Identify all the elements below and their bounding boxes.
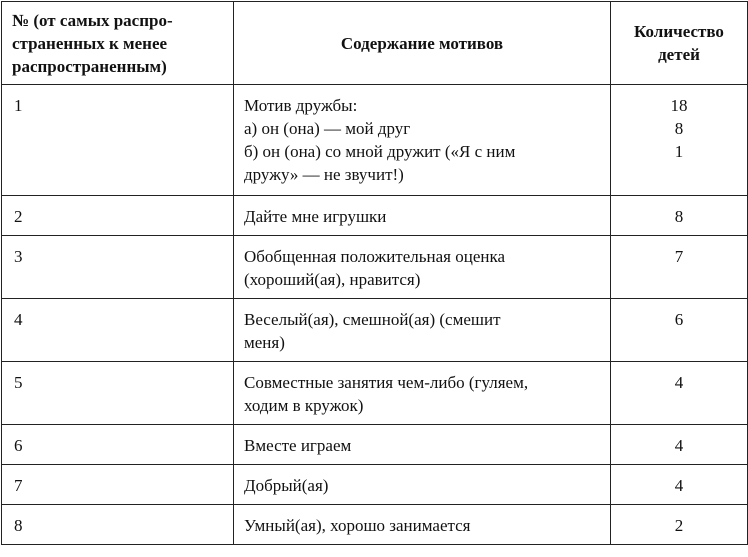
count-value: 8 bbox=[674, 119, 684, 138]
row-count bbox=[611, 465, 748, 505]
row-number: 7 bbox=[2, 465, 234, 505]
row-number: 1 bbox=[2, 85, 234, 196]
count-value: 8 bbox=[674, 207, 684, 226]
row-content bbox=[234, 425, 611, 465]
content-line: Умный(ая), хорошо занимается bbox=[244, 516, 471, 535]
header-number-line: распространенным) bbox=[12, 56, 167, 76]
row-number: 3 bbox=[2, 236, 234, 299]
row-count bbox=[611, 85, 748, 196]
row-content bbox=[234, 236, 611, 299]
header-row bbox=[2, 2, 748, 85]
count-value: 4 bbox=[674, 373, 684, 392]
row-count bbox=[611, 236, 748, 299]
row-number: 2 bbox=[2, 196, 234, 236]
motives-table bbox=[1, 1, 748, 545]
content-line: меня) bbox=[244, 333, 285, 352]
content-line: Дайте мне игрушки bbox=[244, 207, 387, 226]
row-number: 8 bbox=[2, 505, 234, 545]
content-line: Добрый(ая) bbox=[244, 476, 329, 495]
row-count bbox=[611, 196, 748, 236]
header-number-line: страненных к менее bbox=[12, 33, 168, 53]
table-row bbox=[2, 299, 748, 362]
row-count bbox=[611, 425, 748, 465]
row-content bbox=[234, 465, 611, 505]
row-content bbox=[234, 505, 611, 545]
content-line: б) он (она) со мной дружит («Я с ним bbox=[244, 142, 516, 161]
table-row bbox=[2, 362, 748, 425]
row-count bbox=[611, 505, 748, 545]
row-content bbox=[234, 299, 611, 362]
count-value: 6 bbox=[674, 310, 684, 329]
table-row bbox=[2, 236, 748, 299]
header-count bbox=[611, 2, 748, 85]
row-number: 4 bbox=[2, 299, 234, 362]
row-content bbox=[234, 362, 611, 425]
count-value: 4 bbox=[674, 476, 684, 495]
row-number: 5 bbox=[2, 362, 234, 425]
content-line: Совместные занятия чем-либо (гуляем, bbox=[244, 373, 529, 392]
table-row bbox=[2, 85, 748, 196]
row-count bbox=[611, 299, 748, 362]
content-line: дружу» — не звучит!) bbox=[244, 165, 404, 184]
count-value: 18 bbox=[670, 96, 688, 115]
count-value: 1 bbox=[674, 142, 684, 161]
table-row bbox=[2, 196, 748, 236]
header-count-line: детей bbox=[658, 45, 700, 64]
count-value: 2 bbox=[674, 516, 684, 535]
row-number: 6 bbox=[2, 425, 234, 465]
table-row bbox=[2, 465, 748, 505]
table-row bbox=[2, 505, 748, 545]
header-number bbox=[2, 2, 234, 85]
count-value: 4 bbox=[674, 436, 684, 455]
content-line: Мотив дружбы: bbox=[244, 96, 358, 115]
row-content bbox=[234, 85, 611, 196]
row-content bbox=[234, 196, 611, 236]
row-count bbox=[611, 362, 748, 425]
count-value: 7 bbox=[674, 247, 684, 266]
header-content-label: Содержание мотивов bbox=[340, 33, 504, 53]
content-line: Веселый(ая), смешной(ая) (смешит bbox=[244, 310, 501, 329]
content-line: (хороший(ая), нравится) bbox=[244, 270, 421, 289]
header-count-line: Количество bbox=[634, 22, 724, 41]
content-line: Вместе играем bbox=[244, 436, 352, 455]
table-row bbox=[2, 425, 748, 465]
content-line: Обобщенная положительная оценка bbox=[244, 247, 506, 266]
content-line: а) он (она) — мой друг bbox=[244, 119, 411, 138]
header-content bbox=[234, 2, 611, 85]
header-number-line: № (от самых распро- bbox=[12, 10, 173, 30]
content-line: ходим в кружок) bbox=[244, 396, 364, 415]
